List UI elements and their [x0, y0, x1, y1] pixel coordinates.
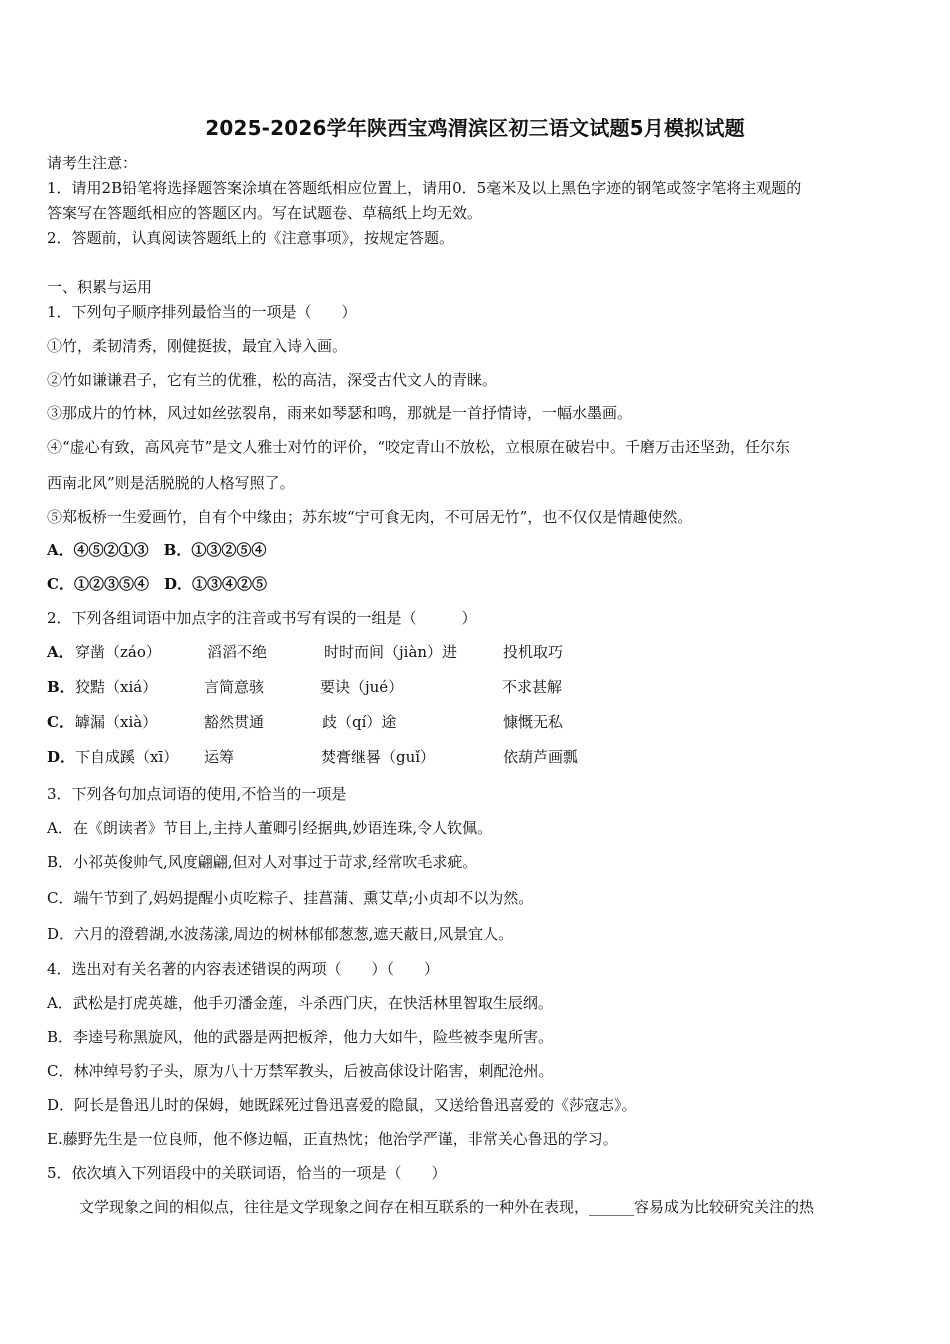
q2-word: 依葫芦画瓢 [503, 748, 579, 766]
q2-word: 投机取巧 [503, 643, 564, 661]
q4-option-d: D．阿长是鲁迅儿时的保姆，她既踩死过鲁迅喜爱的隐鼠，又送给鲁迅喜爱的《莎寇志》。 [47, 1096, 637, 1114]
notice-item-1-line-1: 1．请用2B铅笔将选择题答案涂填在答题纸相应位置上，请用0．5毫米及以上黑色字迹的钢笔或签字笔将主观题的 [47, 179, 802, 197]
q2-word: 时时而间（jiàn）进 [324, 643, 458, 661]
q4-stem: 4．选出对有关名著的内容表述错误的两项（ ）（ ） [47, 960, 440, 978]
q3-option-a: A．在《朗读者》节目上,主持人董卿引经据典,妙语连珠,令人钦佩。 [47, 819, 493, 837]
q2-word: 下自成蹊（xī） [75, 748, 179, 766]
q2-option-label: A． [47, 643, 74, 661]
q2-word: 豁然贯通 [204, 713, 265, 731]
q3-option-d: D．六月的澄碧湖,水波荡漾,周边的树林郁郁葱葱,遮天蔽日,风景宜人。 [47, 925, 514, 943]
q2-word: 歧（qí）途 [322, 713, 397, 731]
notice-item-1-line-2: 答案写在答题纸相应的答题区内。写在试题卷、草稿纸上均无效。 [47, 204, 483, 222]
section-heading: 一、积累与运用 [47, 278, 153, 296]
q3-option-b: B．小祁英俊帅气,风度翩翩,但对人对事过于苛求,经常吹毛求疵。 [47, 853, 478, 871]
q3-stem: 3．下列各句加点词语的使用,不恰当的一项是 [47, 785, 347, 803]
q3-option-c: C．端午节到了,妈妈提醒小贞吃粽子、挂菖蒲、熏艾草;小贞却不以为然。 [47, 889, 534, 907]
q2-word: 罅漏（xià） [75, 713, 158, 731]
notice-heading: 请考生注意： [47, 154, 138, 172]
q1-stem: 1．下列句子顺序排列最恰当的一项是（ ） [47, 303, 357, 321]
q2-word: 运筹 [204, 748, 235, 766]
page-title: 2025-2026学年陕西宝鸡渭滨区初三语文试题5月模拟试题 [205, 116, 745, 140]
q4-option-b: B．李逵号称黑旋风，他的武器是两把板斧，他力大如牛，险些被李鬼所害。 [47, 1028, 554, 1046]
q5-passage: 文学现象之间的相似点，往往是文学现象之间存在相互联系的一种外在表现，______容易成为比较研究关注的热 [79, 1198, 815, 1216]
q4-option-e: E.藤野先生是一位良师，他不修边幅，正直热忱；他治学严谨，非常关心鲁迅的学习。 [47, 1130, 618, 1148]
q1-sentence-4-line-2: 西南北风”则是活脱脱的人格写照了。 [47, 474, 295, 492]
q2-word: 言简意骇 [204, 678, 265, 696]
q2-word: 慷慨无私 [503, 713, 564, 731]
q1-options-ab: A．④⑤②①③ B．①③②⑤④ [47, 541, 267, 559]
q4-option-c: C．林冲绰号豹子头，原为八十万禁军教头，后被高俅设计陷害，刺配沧州。 [47, 1062, 554, 1080]
q1-sentence-5: ⑤郑板桥一生爱画竹，自有个中缘由；苏东坡“宁可食无肉，不可居无竹”，也不仅仅是情趣使然。 [47, 508, 693, 526]
q2-word: 焚膏继晷（guǐ） [321, 748, 436, 766]
q2-word: 狡黠（xiá） [75, 678, 158, 696]
q2-stem: 2．下列各组词语中加点字的注音或书写有误的一组是（ ） [47, 609, 477, 627]
q1-sentence-2: ②竹如谦谦君子，它有兰的优雅，松的高洁，深受古代文人的青睐。 [47, 371, 498, 389]
notice-item-2: 2．答题前，认真阅读答题纸上的《注意事项》，按规定答题。 [47, 229, 455, 247]
q2-word: 滔滔不绝 [207, 643, 268, 661]
q1-sentence-3: ③那成片的竹林，风过如丝弦裂帛，雨来如琴瑟和鸣，那就是一首抒情诗，一幅水墨画。 [47, 404, 633, 422]
q2-option-label: D． [47, 748, 76, 766]
q5-stem: 5．依次填入下列语段中的关联词语，恰当的一项是（ ） [47, 1164, 447, 1182]
q2-word: 不求甚解 [502, 678, 563, 696]
q2-option-label: C． [47, 713, 74, 731]
q2-option-label: B． [47, 678, 75, 696]
q2-word: 要诀（jué） [320, 678, 404, 696]
q4-option-a: A．武松是打虎英雄，他手刃潘金莲，斗杀西门庆，在快活林里智取生辰纲。 [47, 994, 553, 1012]
q1-sentence-4-line-1: ④“虚心有致，高风亮节”是文人雅士对竹的评价，“咬定青山不放松，立根原在破岩中。千磨万击还坚劲，任尔东 [47, 438, 791, 456]
q1-sentence-1: ①竹，柔韧清秀，刚健挺拔，最宜入诗入画。 [47, 337, 348, 355]
q1-options-cd: C．①②③⑤④ D．①③④②⑤ [47, 575, 267, 593]
q2-word: 穿凿（záo） [75, 643, 161, 661]
